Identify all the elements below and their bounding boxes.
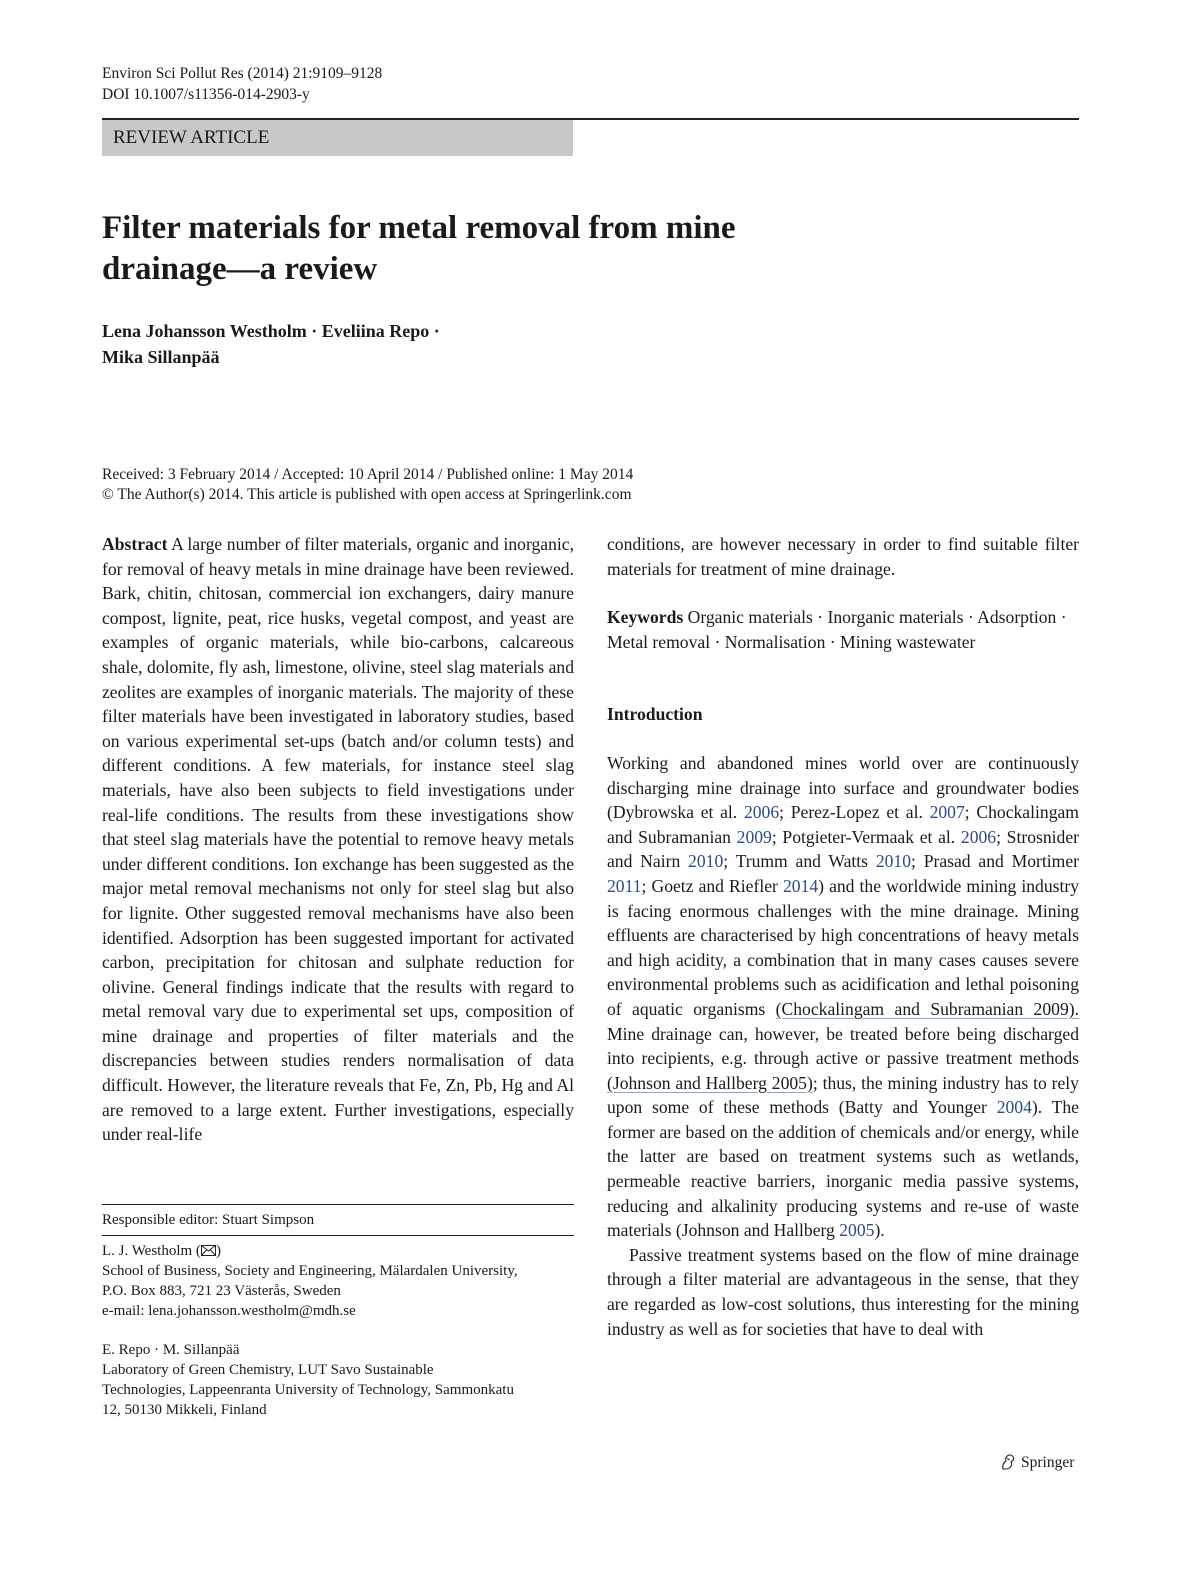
citation-link[interactable]: 2014 xyxy=(782,875,819,896)
responsible-editor: Responsible editor: Stuart Simpson xyxy=(102,1212,315,1228)
citation-link[interactable]: 2007 xyxy=(929,802,965,823)
intro-text: ; Prasad and Mortimer xyxy=(911,851,1080,872)
abstract-label: Abstract xyxy=(102,534,168,554)
title-line-1: Filter materials for metal removal from mine xyxy=(102,210,736,246)
keywords-text: Organic materials · Inorganic materials · Adsorption · Metal removal · Normalisation · Mining wastewater xyxy=(607,607,1067,652)
author-separator: · xyxy=(429,321,440,341)
citation-link[interactable]: 2006 xyxy=(960,826,997,847)
intro-text: ). The former are based on the addition of chemicals and/or energy, while the latter are based on treatment systems such as wetlands, permeable reactive barriers, inorganic media passive systems, reducing and alkalinity producing systems and re-use of waste materials (Johnson and Hallberg xyxy=(607,1097,1079,1241)
copyright-notice: © The Author(s) 2014. This article is published with open access at Springerlink.com xyxy=(102,486,632,503)
intro-text: ; thus, the mining industry has to rely upon some of these methods (Batty and Younger xyxy=(607,1072,1079,1118)
publication-dates: Received: 3 February 2014 / Accepted: 10 April 2014 / Published online: 1 May 2014 xyxy=(102,466,634,483)
abstract-text: A large number of filter materials, organic and inorganic, for removal of heavy metals in mine drainage have been reviewed. Bark, chitin, chitosan, commercial ion exchangers, dairy manure compost, lignite, peat, rice husks, vegetal compost, and yeast are examples of organic materials, while bio-carbons, calcareous shale, dolomite, fly ash, limestone, olivine, steel slag materials and zeolites are examples of inorganic materials. The majority of these filter materials have been investigated in laboratory studies, based on various experimental set-ups (batch and/or column tests) and different conditions. A few materials, for instance steel slag materials, have also been subjects to field investigations under real-life conditions. The results from these investigations show that steel slag materials have the potential to remove heavy metals under different conditions. Ion exchange has been suggested as the major metal removal mechanisms not only for steel slag but also for lignite. Other suggested removal mechanisms have also been identified. Adsorption has been suggested important for activated carbon, precipitation for chitosan and sulphate reduction for olivine. General findings indicate that the results with regard to metal removal vary due to experimental set ups, composition of mine drainage and properties of filter materials and the discrepancies between studies renders normalisation of data difficult. However, the literature reveals that Fe, Zn, Pb, Hg and Al are removed to a large extent. Further investigations, especially under real-life xyxy=(102,534,574,1145)
intro-text: Working and abandoned mines world over are continuously discharging mine drainage into surface and groundwater bodies (Dybrowska et al. xyxy=(607,752,1079,823)
author-1[interactable]: Lena Johansson Westholm xyxy=(102,321,307,341)
intro-paragraph-2: Passive treatment systems based on the flow of mine drainage through a filter material are advantageous in the sense, that they are regarded as low-cost solutions, thus interesting for the mining industry as well as for societies that have to deal with xyxy=(607,1244,1079,1339)
affiliation-1: L. J. Westholm ( ) School of Business, Society and Engineering, Mälardalen University, P.O. Box 883, 721 23 Västerås, Sweden e-mail: lena.johansson.westholm@mdh.se xyxy=(102,1241,574,1321)
doi[interactable]: DOI 10.1007/s11356-014-2903-y xyxy=(102,86,310,103)
abstract xyxy=(102,532,574,1147)
publisher-name: Springer xyxy=(1021,1454,1075,1471)
citation-link[interactable]: 2009 xyxy=(736,826,772,847)
intro-text: ; Strosnider and Nairn xyxy=(607,826,1079,872)
citation-link[interactable]: 2010 xyxy=(688,851,724,872)
intro-text: ; Perez-Lopez et al. xyxy=(779,802,930,823)
citation-link[interactable]: 2005 xyxy=(839,1220,875,1241)
keywords-label: Keywords xyxy=(607,607,684,628)
publisher-logo xyxy=(999,1453,1074,1473)
article-title xyxy=(102,208,902,290)
journal-citation: Environ Sci Pollut Res (2014) 21:9109–9128 xyxy=(102,65,383,82)
author-separator: · xyxy=(306,321,322,341)
author-3[interactable]: Mika Sillanpää xyxy=(102,347,220,367)
left-column xyxy=(102,532,574,1147)
keywords xyxy=(607,605,1079,654)
author-email[interactable]: e-mail: lena.johansson.westholm@mdh.se xyxy=(102,1303,356,1319)
footnote-rule xyxy=(102,1204,574,1205)
intro-text: ; Potgieter-Vermaak et al. xyxy=(771,826,961,847)
citation-link[interactable]: 2006 xyxy=(743,802,780,823)
citation-link[interactable]: 2010 xyxy=(875,851,912,872)
envelope-icon[interactable] xyxy=(201,1243,216,1259)
author-list xyxy=(102,318,440,370)
journal-header xyxy=(102,63,382,105)
intro-text: ; Chockalingam and Subramanian xyxy=(607,802,1079,847)
intro-text: ) and the worldwide mining industry is facing enormous challenges with the mine drainage. Mining effluents are characterised by high concentrations of heavy metals and high acidity, a combination that in many cases causes severe environmental problems such as acidification and lethal poisoning of aquatic organisms xyxy=(607,875,1080,1019)
intro-text: ; Goetz and Riefler xyxy=(641,875,783,896)
affiliation-2: E. Repo · M. Sillanpää Laboratory of Green Chemistry, LUT Savo Sustainable Technologies, Lappeenranta University of Technology, Sammonkatu 12, 50130 Mikkeli, Finland xyxy=(102,1342,514,1418)
citation-link[interactable]: (Chockalingam and Subramanian 2009). xyxy=(775,998,1079,1019)
intro-text: ). xyxy=(874,1220,885,1241)
citation-link[interactable]: 2004 xyxy=(996,1097,1032,1118)
title-line-2: drainage—a review xyxy=(102,251,378,287)
article-type-badge: REVIEW ARTICLE xyxy=(102,120,573,156)
springer-horse-icon xyxy=(999,1454,1021,1471)
intro-text: Mine drainage can, however, be treated before being discharged into recipients, e.g. through active or passive treatment methods xyxy=(607,1023,1079,1069)
intro-text: ; Trumm and Watts xyxy=(723,851,876,872)
citation-link[interactable]: 2011 xyxy=(607,875,642,896)
footnote-rule xyxy=(102,1235,574,1236)
intro-paragraph-1 xyxy=(607,751,1079,1243)
author-2[interactable]: Eveliina Repo xyxy=(321,321,430,341)
citation-link[interactable]: (Johnson and Hallberg 2005) xyxy=(607,1072,813,1093)
abstract-continued: conditions, are however necessary in order to find suitable filter materials for treatment of mine drainage. xyxy=(607,534,1079,579)
article-history xyxy=(102,465,633,505)
right-column xyxy=(607,532,1079,1341)
section-heading-introduction: Introduction xyxy=(607,704,703,725)
